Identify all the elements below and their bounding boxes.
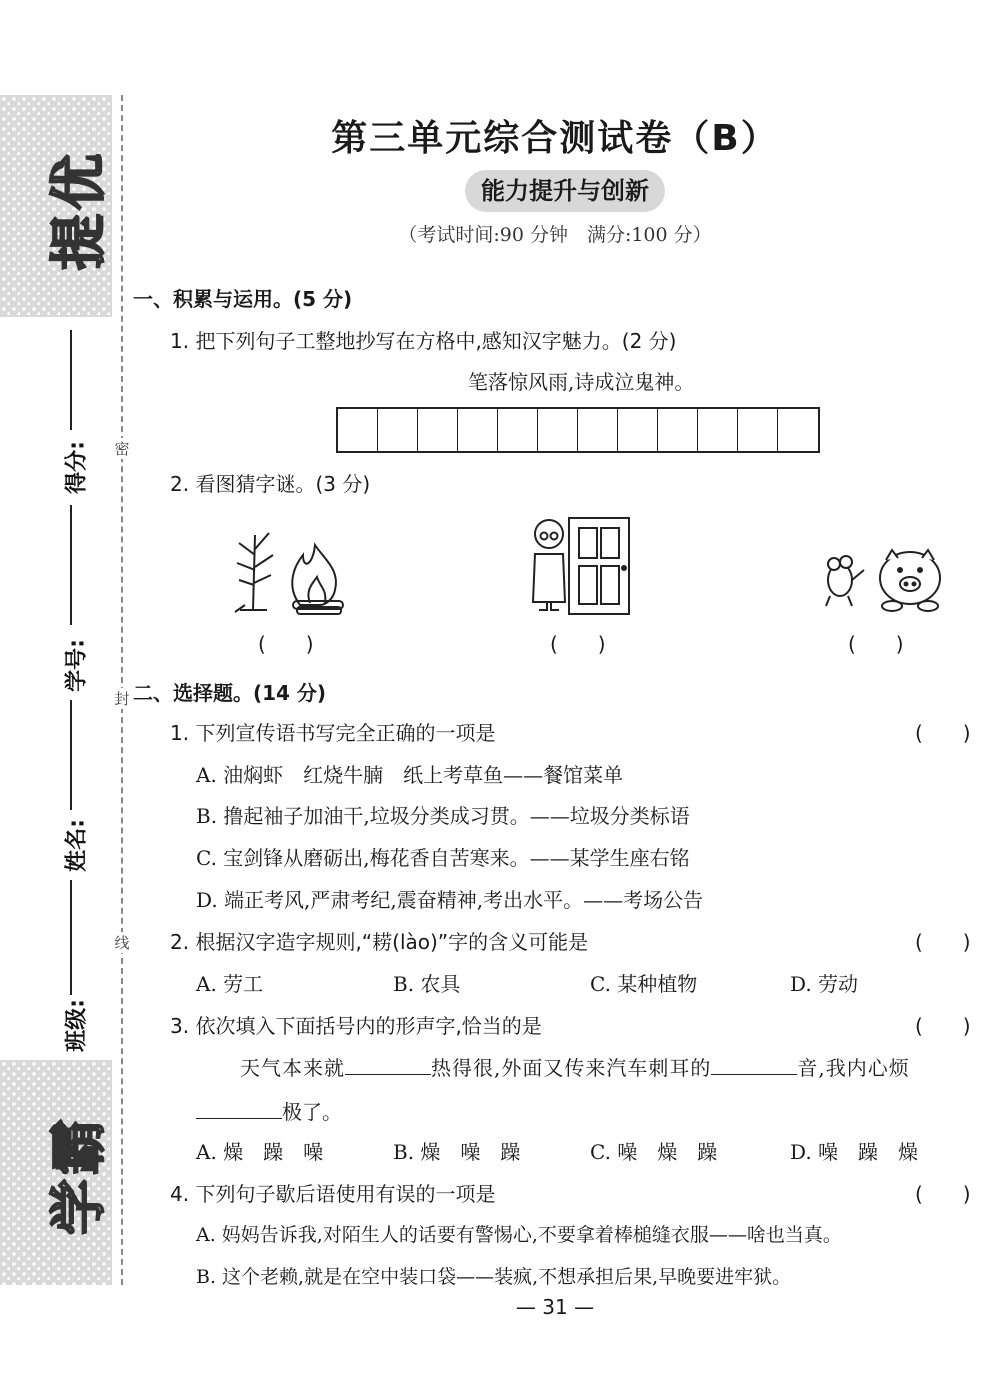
seal-char-xian: 线: [112, 932, 132, 953]
exam-info: （考试时间:90 分钟 满分:100 分）: [398, 224, 712, 246]
grid-cell[interactable]: [498, 409, 538, 451]
s2-q1-option-b: B. 撸起袖子加油干,垃圾分类成习贯。——垃圾分类标语: [196, 804, 690, 828]
student-id-label: 学号:: [64, 639, 90, 692]
page-number: — 31 —: [515, 1295, 595, 1319]
grid-cell[interactable]: [338, 409, 378, 451]
grid-cell[interactable]: [778, 409, 818, 451]
s1-q1-text: 1. 把下列句子工整地抄写在方格中,感知汉字魅力。(2 分): [170, 329, 677, 353]
riddle-image-person-door: [525, 512, 635, 617]
s2-q2-option-c: C. 某种植物: [590, 972, 698, 996]
brand-top-text: 提优: [47, 150, 112, 270]
brand-bottom-text: 学霸: [47, 1115, 112, 1235]
score-line: [70, 330, 72, 430]
subtitle-badge: 能力提升与创新: [465, 170, 665, 212]
fill-blank-1[interactable]: [345, 1054, 431, 1075]
s1-q1-sentence: 笔落惊风雨,诗成泣鬼神。: [468, 370, 695, 394]
s2-q3-option-a: A. 燥 躁 噪: [196, 1140, 324, 1164]
s1-q2-text: 2. 看图猜字谜。(3 分): [170, 472, 371, 496]
grid-cell[interactable]: [698, 409, 738, 451]
s2-q4-answer[interactable]: ( ): [915, 1182, 971, 1206]
s2-q2-option-b: B. 农具: [393, 972, 461, 996]
grid-cell[interactable]: [578, 409, 618, 451]
riddle-answer-blank-2[interactable]: ( ): [550, 632, 606, 656]
section1-title: 一、积累与运用。(5 分): [133, 287, 353, 311]
s2-q3-passage-c: 音,我内心烦: [797, 1056, 910, 1080]
student-id-line: [70, 505, 72, 625]
s2-q2-text: 2. 根据汉字造字规则,“耢(lào)”字的含义可能是: [170, 930, 589, 954]
class-label: 班级:: [64, 999, 90, 1052]
class-line: [70, 880, 72, 995]
s2-q1-answer[interactable]: ( ): [915, 721, 971, 745]
s2-q3-passage-d: 极了。: [282, 1100, 342, 1124]
grid-cell[interactable]: [538, 409, 578, 451]
section2-title: 二、选择题。(14 分): [133, 681, 327, 705]
grid-cell[interactable]: [618, 409, 658, 451]
s2-q3-passage-line2: [196, 1096, 342, 1125]
s2-q2-option-a: A. 劳工: [196, 972, 264, 996]
grid-cell[interactable]: [458, 409, 498, 451]
s2-q3-passage-line1: [240, 1052, 910, 1081]
riddle-answer-blank-3[interactable]: ( ): [848, 632, 904, 656]
score-label: 得分:: [64, 441, 90, 494]
s2-q3-passage-a: 天气本来就: [240, 1056, 345, 1080]
grid-cell[interactable]: [658, 409, 698, 451]
riddle-image-mouse-pig: [820, 540, 945, 615]
s2-q2-answer[interactable]: ( ): [915, 930, 971, 954]
s2-q3-passage-b: 热得很,外面又传来汽车刺耳的: [431, 1056, 712, 1080]
riddle-answer-blank-1[interactable]: ( ): [258, 632, 314, 656]
fill-blank-3[interactable]: [196, 1098, 282, 1119]
s2-q3-answer[interactable]: ( ): [915, 1014, 971, 1038]
s2-q2-option-d: D. 劳动: [790, 972, 859, 996]
writing-grid: [336, 407, 820, 453]
grid-cell[interactable]: [738, 409, 778, 451]
s2-q3-option-b: B. 燥 噪 躁: [393, 1140, 521, 1164]
page-title: 第三单元综合测试卷（B）: [331, 118, 779, 159]
name-label: 姓名:: [64, 819, 90, 872]
riddle-image-grass-fire: [225, 525, 355, 615]
name-line: [70, 700, 72, 810]
s2-q1-option-d: D. 端正考风,严肃考纪,震奋精神,考出水平。——考场公告: [196, 888, 704, 912]
seal-char-mi: 密: [112, 438, 132, 459]
s2-q3-option-d: D. 噪 躁 燥: [790, 1140, 919, 1164]
s2-q3-option-c: C. 噪 燥 躁: [590, 1140, 718, 1164]
s2-q4-option-a: A. 妈妈告诉我,对陌生人的话要有警惕心,不要拿着棒槌缝衣服——啥也当真。: [196, 1224, 842, 1246]
s2-q1-option-a: A. 油焖虾 红烧牛腩 纸上考草鱼——餐馆菜单: [196, 763, 624, 787]
s2-q4-option-b: B. 这个老赖,就是在空中装口袋——装疯,不想承担后果,早晚要进牢狱。: [196, 1266, 792, 1288]
grid-cell[interactable]: [418, 409, 458, 451]
grid-cell[interactable]: [378, 409, 418, 451]
seal-char-feng: 封: [112, 688, 132, 709]
fill-blank-2[interactable]: [711, 1054, 797, 1075]
s2-q1-option-c: C. 宝剑锋从磨砺出,梅花香自苦寒来。——某学生座右铭: [196, 846, 690, 870]
s2-q1-text: 1. 下列宣传语书写完全正确的一项是: [170, 721, 496, 745]
s2-q4-text: 4. 下列句子歇后语使用有误的一项是: [170, 1182, 496, 1206]
s2-q3-text: 3. 依次填入下面括号内的形声字,恰当的是: [170, 1014, 542, 1038]
